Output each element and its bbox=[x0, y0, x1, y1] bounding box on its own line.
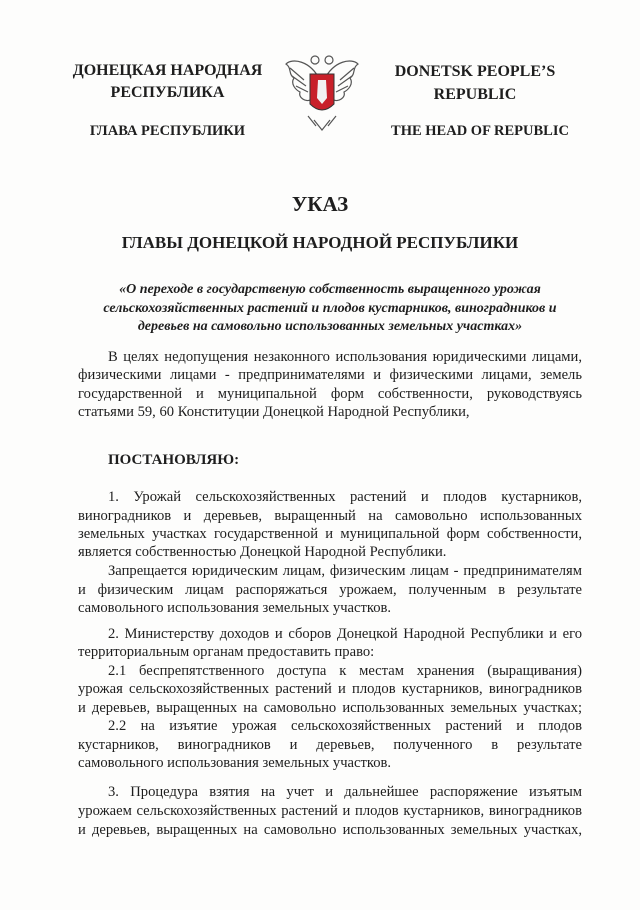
section3-line: урожаем сельскохозяйственных растений и плодов кустарников, виноградников bbox=[78, 803, 582, 819]
section2-line: 2. Министерству доходов и сборов Донецкой Народной Республики и его bbox=[108, 626, 582, 642]
preamble-line: физическими лицами - предпринимателями и физическими лицами, земель bbox=[78, 367, 582, 383]
section1-line: является собственностью Донецкой Народной Республики. bbox=[78, 544, 447, 560]
preamble-line: статьями 59, 60 Конституции Донецкой Народной Республики, bbox=[78, 404, 470, 420]
decree-name-line: деревьев на самовольно использованных земельных участках» bbox=[137, 319, 523, 334]
decree-name-line: «О переходе в государственую собственность выращенного урожая bbox=[119, 282, 541, 297]
section2-line: территориальным органам предоставить право: bbox=[78, 644, 375, 660]
document-subtitle: ГЛАВЫ ДОНЕЦКОЙ НАРОДНОЙ РЕСПУБЛИКИ bbox=[121, 233, 519, 252]
header-right-line1: DONETSK PEOPLE’S bbox=[394, 63, 556, 80]
header-right-subtitle: THE HEAD OF REPUBLIC bbox=[391, 123, 569, 139]
header-left-subtitle: ГЛАВА РЕСПУБЛИКИ bbox=[89, 123, 246, 139]
document-title: УКАЗ bbox=[291, 192, 349, 216]
section1-line: виноградников и деревьев, выращенный на самовольно использованных bbox=[78, 508, 582, 524]
section2-line: кустарников, виноградников и деревьев, полученного в результате bbox=[78, 737, 582, 753]
section3-line: и деревьев, выращенных на самовольно использованных земельных участках, bbox=[78, 822, 582, 838]
preamble-line: государственной и муниципальной форм собственности, руководствуясь bbox=[78, 386, 582, 402]
section1-line: Запрещается юридическим лицам, физическим лицам - предпринимателям bbox=[108, 563, 582, 579]
section1-line: земельных участках государственной и муниципальной форм собственности, bbox=[78, 526, 582, 542]
coat-of-arms-icon bbox=[282, 50, 362, 134]
section1-line: и физическим лицам распоряжаться урожаем, полученным в результате bbox=[78, 582, 582, 598]
preamble-line: В целях недопущения незаконного использования юридическими лицами, bbox=[108, 349, 582, 365]
decree-name-line: сельскохозяйственных растений и плодов кустарников, виноградников и bbox=[103, 301, 557, 316]
header-left-line2: РЕСПУБЛИКА bbox=[110, 84, 225, 101]
section1-line: 1. Урожай сельскохозяйственных растений и плодов кустарников, bbox=[108, 489, 582, 505]
section1-line: самовольного использования земельных участков. bbox=[78, 600, 392, 616]
section2-line: 2.1 беспрепятственного доступа к местам хранения (выращивания) bbox=[108, 663, 582, 679]
section3-line: 3. Процедура взятия на учет и дальнейшее распоряжение изъятым bbox=[108, 784, 582, 800]
header-right-line2: REPUBLIC bbox=[433, 86, 517, 103]
resolve-heading: ПОСТАНОВЛЯЮ: bbox=[108, 452, 240, 468]
section2-line: самовольного использования земельных участков. bbox=[78, 755, 392, 771]
section2-line: 2.2 на изъятие урожая сельскохозяйственных растений и плодов bbox=[108, 718, 582, 734]
section2-line: и деревьев, выращенных на самовольно использованных земельных участках; bbox=[78, 700, 582, 716]
section2-line: урожая сельскохозяйственных растений и плодов кустарников, виноградников bbox=[78, 681, 582, 697]
header-left-line1: ДОНЕЦКАЯ НАРОДНАЯ bbox=[72, 62, 263, 79]
